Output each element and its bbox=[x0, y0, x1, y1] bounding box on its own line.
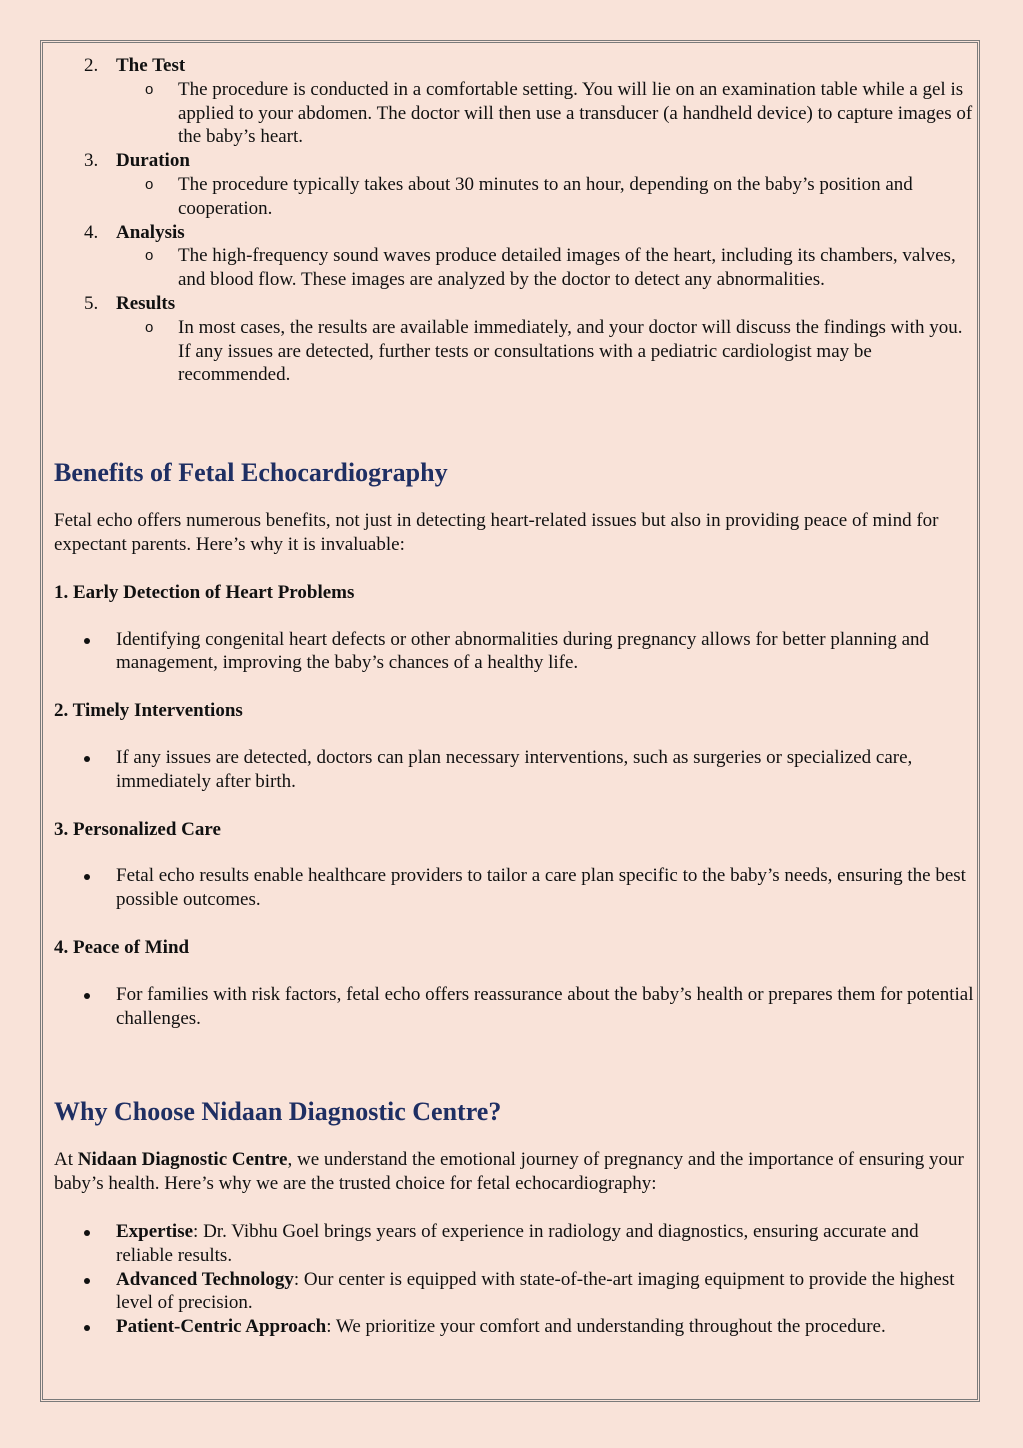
reason-text: : We prioritize your comfort and understanding throughout the procedure. bbox=[326, 1316, 886, 1338]
circle-bullet-icon: o bbox=[145, 175, 154, 193]
circle-bullet-icon: o bbox=[145, 247, 154, 265]
bullet-dot-icon bbox=[84, 638, 90, 644]
why-choose-intro bbox=[54, 1148, 974, 1196]
benefits-heading: Benefits of Fetal Echocardiography bbox=[54, 458, 448, 488]
benefit-title: 3. Personalized Care bbox=[54, 818, 221, 840]
step-detail-item bbox=[116, 244, 974, 292]
step-details bbox=[116, 173, 974, 221]
benefit-text: Identifying congenital heart defects or other abnormalities during pregnancy allows for better planning and management, improving the baby’s chances of a healthy life. bbox=[116, 628, 930, 674]
step-details bbox=[116, 244, 974, 292]
procedure-steps bbox=[54, 54, 974, 387]
reason-item bbox=[54, 1220, 974, 1268]
step-details bbox=[116, 78, 974, 149]
bullet-dot-icon bbox=[84, 1230, 90, 1236]
bullet-dot-icon bbox=[84, 1278, 90, 1284]
step-item bbox=[54, 54, 974, 149]
step-text: In most cases, the results are available immediately, and your doctor will discuss the findings with you. If any issues are detected, further tests or consultations with a pediatric cardiologist may be recommended. bbox=[178, 316, 963, 386]
reason-item bbox=[54, 1268, 974, 1316]
benefit-item bbox=[54, 864, 974, 912]
document-content bbox=[54, 54, 974, 1339]
benefit-title: 4. Peace of Mind bbox=[54, 936, 190, 958]
reason-label: Advanced Technology bbox=[116, 1268, 294, 1290]
step-number: 4. bbox=[84, 221, 99, 243]
benefit-list bbox=[54, 746, 974, 794]
reason-label: Expertise bbox=[116, 1220, 194, 1242]
reasons-list bbox=[54, 1220, 974, 1339]
why-choose-heading: Why Choose Nidaan Diagnostic Centre? bbox=[54, 1097, 502, 1127]
benefit-text: If any issues are detected, doctors can plan necessary interventions, such as surgeries or specialized care, immediately after birth. bbox=[116, 746, 913, 792]
step-item bbox=[54, 149, 974, 220]
bullet-dot-icon bbox=[84, 993, 90, 999]
benefit-title: 2. Timely Interventions bbox=[54, 700, 243, 722]
reason-text: : Dr. Vibhu Goel brings years of experience in radiology and diagnostics, ensuring accurate and reliable results. bbox=[116, 1220, 919, 1266]
benefit-item bbox=[54, 746, 974, 794]
step-title: The Test bbox=[116, 55, 186, 76]
circle-bullet-icon: o bbox=[145, 80, 154, 98]
step-title: Duration bbox=[116, 150, 190, 172]
bullet-dot-icon bbox=[84, 1325, 90, 1331]
reason-label: Patient-Centric Approach bbox=[116, 1316, 327, 1338]
benefit-list bbox=[54, 628, 974, 676]
centre-name: Nidaan Diagnostic Centre bbox=[77, 1149, 288, 1171]
benefit-text: For families with risk factors, fetal echo offers reassurance about the baby’s health or prepares them for potential challenges. bbox=[116, 983, 974, 1029]
step-item bbox=[54, 292, 974, 387]
step-details bbox=[116, 316, 974, 387]
reason-text: : Our center is equipped with state-of-the-art imaging equipment to provide the highest level of precision. bbox=[116, 1268, 955, 1314]
intro-prefix: At bbox=[54, 1149, 78, 1171]
step-text: The procedure typically takes about 30 minutes to an hour, depending on the baby’s position and cooperation. bbox=[178, 173, 913, 219]
intro-text: , we understand the emotional journey of pregnancy and the importance of ensuring your baby’s health. Here’s why we are the trusted choice for fetal echocardiography: bbox=[54, 1149, 964, 1195]
step-detail-item bbox=[116, 78, 974, 149]
step-title: Analysis bbox=[116, 221, 185, 243]
step-number: 2. bbox=[84, 55, 99, 76]
benefit-text: Fetal echo results enable healthcare providers to tailor a care plan specific to the baby’s needs, ensuring the best possible outcomes. bbox=[116, 865, 966, 911]
circle-bullet-icon: o bbox=[145, 318, 154, 336]
step-item bbox=[54, 221, 974, 292]
step-detail-item bbox=[116, 316, 974, 387]
benefit-item bbox=[54, 628, 974, 676]
step-text: The procedure is conducted in a comfortable setting. You will lie on an examination table while a gel is applied to your abdomen. The doctor will then use a transducer (a handheld device) to capture images of the baby’s heart. bbox=[178, 78, 973, 148]
step-detail-item bbox=[116, 173, 974, 221]
benefit-list bbox=[54, 864, 974, 912]
bullet-dot-icon bbox=[84, 874, 90, 880]
benefit-list bbox=[54, 983, 974, 1031]
bullet-dot-icon bbox=[84, 756, 90, 762]
step-title: Results bbox=[116, 292, 176, 314]
reason-item bbox=[54, 1315, 974, 1339]
benefit-title: 1. Early Detection of Heart Problems bbox=[54, 581, 355, 603]
step-number: 5. bbox=[84, 292, 99, 314]
step-number: 3. bbox=[84, 150, 99, 172]
benefits-intro: Fetal echo offers numerous benefits, not just in detecting heart-related issues but also in providing peace of mind for expectant parents. Here’s why it is invaluable: bbox=[54, 510, 939, 555]
step-text: The high-frequency sound waves produce detailed images of the heart, including its chambers, valves, and blood flow. These images are analyzed by the doctor to detect any abnormalities. bbox=[178, 245, 956, 291]
benefit-item bbox=[54, 983, 974, 1031]
